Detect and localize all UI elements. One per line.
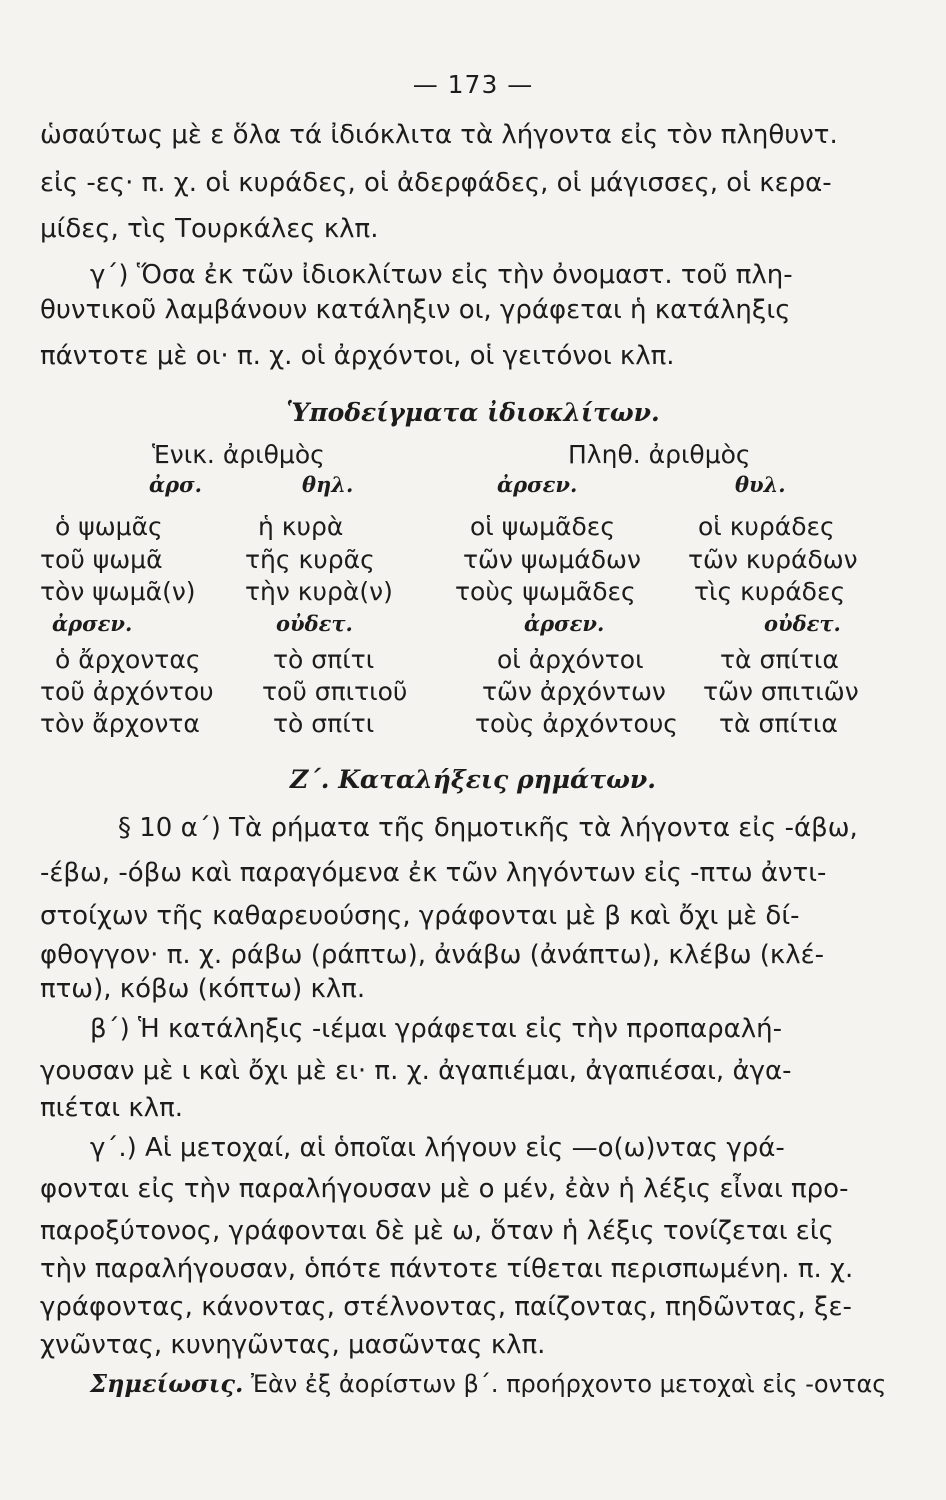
table-cell: τὴν κυρὰ(ν) xyxy=(245,577,393,606)
body-line: γράφοντας, κάνοντας, στέλνοντας, παίζοντας, πηδῶντας, ξε- xyxy=(40,1292,852,1322)
gender-label: θηλ. xyxy=(302,472,354,497)
intro-line-3: μίδες, τὶς Τουρκάλες κλπ. xyxy=(40,214,379,244)
body-line: φθογγον· π. χ. ράβω (ράπτω), ἀνάβω (ἀνάπτω), κλέβω (κλέ- xyxy=(40,940,825,970)
table-cell: τῶν ἀρχόντων xyxy=(482,677,666,706)
table-cell: τῶν ψωμάδων xyxy=(463,545,641,574)
table-cell: τοὺς ἀρχόντους xyxy=(475,709,678,738)
table-cell: τὶς κυράδες xyxy=(694,577,846,606)
gender-label: ἀρσεν. xyxy=(524,611,605,636)
table-cell: τοῦ ψωμᾶ xyxy=(40,545,163,574)
body-line: φονται εἰς τὴν παραλήγουσαν μὲ ο μέν, ἐὰν ἡ λέξις εἶναι προ- xyxy=(40,1174,849,1204)
gender-label: ἀρσεν. xyxy=(497,472,578,497)
body-line: γουσαν μὲ ι καὶ ὄχι μὲ ει· π. χ. ἀγαπιέμαι, ἀγαπιέσαι, ἀγα- xyxy=(40,1056,792,1086)
table-cell: τῶν κυράδων xyxy=(688,545,858,574)
body-line: παροξύτονος, γράφονται δὲ μὲ ω, ὅταν ἡ λέξις τονίζεται εἰς xyxy=(40,1216,834,1246)
body-line: τὴν παραλήγουσαν, ὁπότε πάντοτε τίθεται περισπωμένη. π. χ. xyxy=(40,1254,854,1284)
intro-line-1: ὡσαύτως μὲ ε ὅλα τά ἰδιόκλιτα τὰ λήγοντα εἰς τὸν πληθυντ. xyxy=(40,120,838,150)
body-line: πιέται κλπ. xyxy=(40,1093,183,1123)
table-cell: τὸν ἄρχοντα xyxy=(40,709,200,738)
intro-line-2: εἰς -ες· π. χ. οἱ κυράδες, οἱ ἀδερφάδες, οἱ μάγισσες, οἱ κερα- xyxy=(40,168,832,198)
plural-header: Πληθ. ἀριθμὸς xyxy=(568,440,751,469)
page-number: — 173 — xyxy=(412,70,534,99)
body-line: § 10 α΄) Τὰ ρήματα τῆς δημοτικῆς τὰ λήγοντα εἰς -άβω, xyxy=(118,813,858,843)
table-cell: οἱ κυράδες xyxy=(698,512,835,541)
table-cell: τὸ σπίτι xyxy=(273,709,375,738)
table-cell: ὁ ψωμᾶς xyxy=(55,512,163,541)
table-cell: ὁ ἄρχοντας xyxy=(55,645,201,674)
gender-label: οὐδετ. xyxy=(276,611,353,636)
body-line: β΄) Ἡ κατάληξις -ιέμαι γράφεται εἰς τὴν προπαραλή- xyxy=(90,1014,783,1044)
table-cell: τῆς κυρᾶς xyxy=(245,545,375,574)
intro-line-4: γ΄) Ὅσα ἐκ τῶν ἰδιοκλίτων εἰς τὴν ὀνομαστ. τοῦ πλη- xyxy=(90,260,793,290)
note-line xyxy=(90,1369,940,1398)
table-cell: τὰ σπίτια xyxy=(719,709,838,738)
table-cell: τοῦ ἀρχόντου xyxy=(40,677,214,706)
table-cell: τοὺς ψωμᾶδες xyxy=(455,577,636,606)
table-cell: τὸν ψωμᾶ(ν) xyxy=(40,577,196,606)
gender-label: ἀρσ. xyxy=(149,472,202,497)
table-cell: τὰ σπίτια xyxy=(720,645,839,674)
note-text: Ἐὰν ἐξ ἀορίστων β΄. προήρχοντο μετοχαὶ εἰς -οντας xyxy=(250,1370,887,1398)
intro-line-5: θυντικοῦ λαμβάνουν κατάληξιν οι, γράφεται ἡ κατάληξις xyxy=(40,295,791,325)
table-cell: ἡ κυρὰ xyxy=(258,512,344,541)
examples-heading: Ὑποδείγματα ἰδιοκλίτων. xyxy=(286,398,660,427)
gender-label: ἀρσεν. xyxy=(52,611,133,636)
section-heading: Ζ΄. Καταλήξεις ρημάτων. xyxy=(290,765,656,794)
intro-line-6: πάντοτε μὲ οι· π. χ. οἱ ἀρχόντοι, οἱ γειτόνοι κλπ. xyxy=(40,341,675,371)
table-cell: τοῦ σπιτιοῦ xyxy=(262,677,408,706)
table-cell: τῶν σπιτιῶν xyxy=(703,677,859,706)
body-line: πτω), κόβω (κόπτω) κλπ. xyxy=(40,974,366,1004)
note-label: Σημείωσις. xyxy=(90,1369,244,1398)
table-cell: οἱ ἀρχόντοι xyxy=(497,645,644,674)
table-cell: οἱ ψωμᾶδες xyxy=(470,512,615,541)
body-line: χνῶντας, κυνηγῶντας, μασῶντας κλπ. xyxy=(40,1330,546,1360)
gender-label: οὐδετ. xyxy=(764,611,841,636)
singular-header: Ἑνικ. ἀριθμὸς xyxy=(152,440,325,469)
body-line: -έβω, -όβω καὶ παραγόμενα ἐκ τῶν ληγόντων εἰς -πτω ἀντι- xyxy=(40,858,827,888)
body-line: στοίχων τῆς καθαρευούσης, γράφονται μὲ β καὶ ὄχι μὲ δί- xyxy=(40,901,800,931)
table-cell: τὸ σπίτι xyxy=(273,645,375,674)
gender-label: θυλ. xyxy=(735,472,786,497)
body-line: γ΄.) Αἱ μετοχαί, αἱ ὁποῖαι λήγουν εἰς —ο(ω)ντας γρά- xyxy=(90,1133,785,1163)
